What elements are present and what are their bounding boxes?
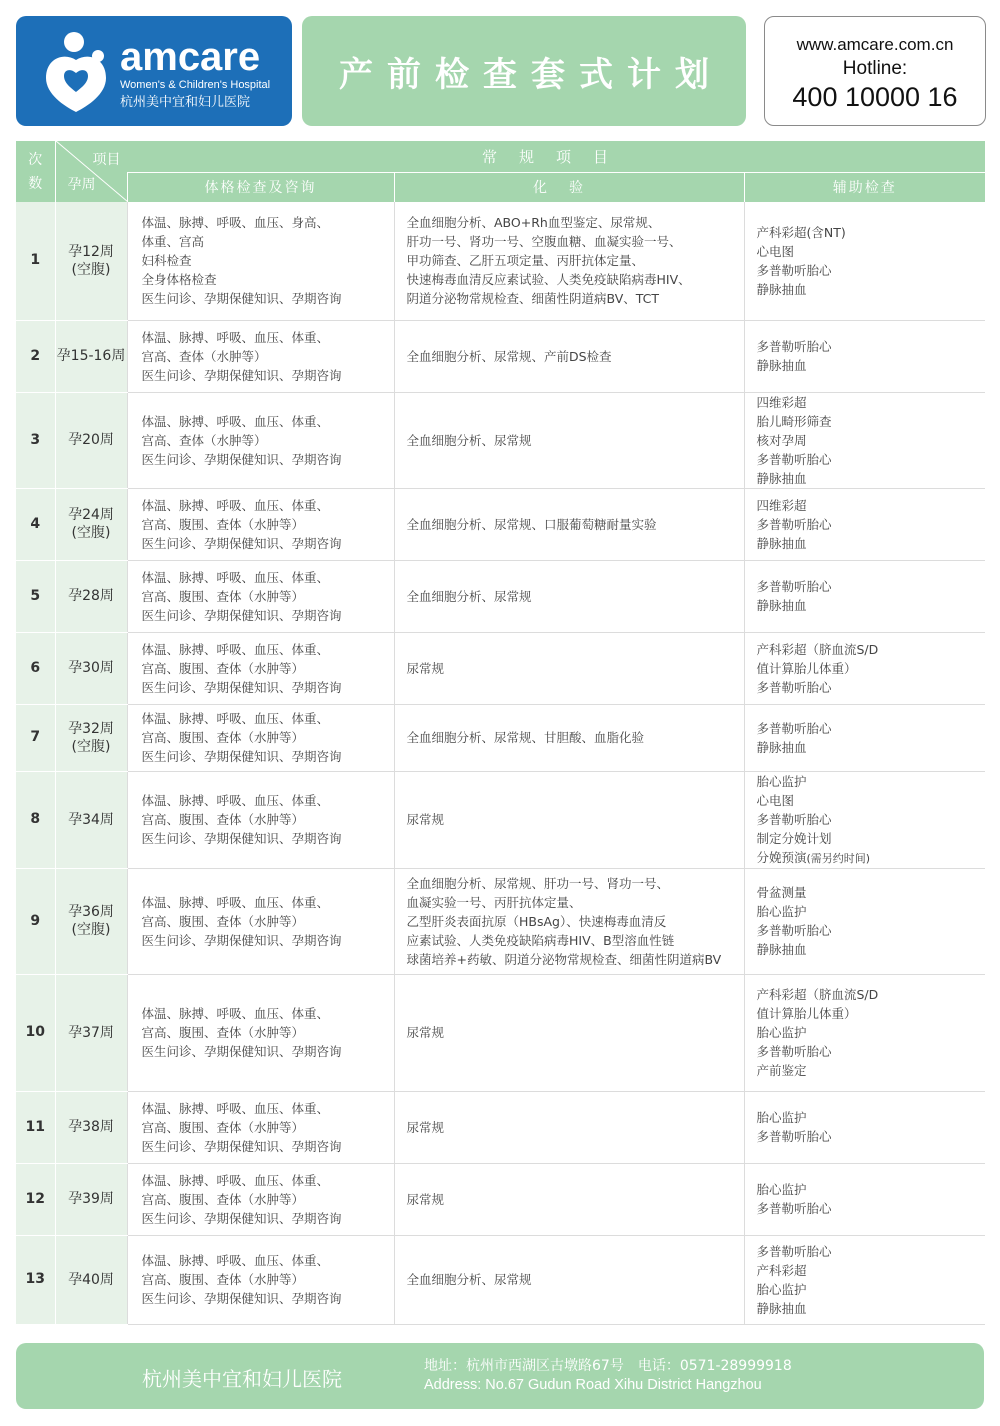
lab-test-cell [394,1235,744,1324]
physical-exam-cell [127,771,394,868]
gestation-week-line: (空腹) [71,922,111,938]
auxiliary-exam-cell [744,1163,985,1235]
title-banner [302,16,746,126]
week-header-label: 孕周 [67,177,96,193]
auxiliary-exam-line: 核对孕周 [756,432,807,448]
physical-exam-line: 体重、宫高 [141,234,205,250]
physical-exam-line: 妇科检查 [141,253,192,269]
visit-number: 1 [16,202,55,320]
auxiliary-exam-cell [744,488,985,560]
table-row [16,868,985,974]
auxiliary-exam-line: 静脉抽血 [756,281,807,297]
auxiliary-exam-cell [744,560,985,632]
lab-test-line: 全血细胞分析、尿常规、口服葡萄糖耐量实验 [406,516,657,532]
auxiliary-exam-line: 多普勒听胎心 [756,923,832,938]
auxiliary-exam-line: 多普勒听胎心 [756,262,832,278]
physical-exam-line: 医生问诊、孕期保健知识、孕期咨询 [141,1138,342,1154]
physical-exam-line: 体温、脉搏、呼吸、血压、体重、 [141,1100,330,1116]
lab-test-line: 全血细胞分析、尿常规、甘胆酸、血脂化验 [406,730,645,745]
auxiliary-exam-cell [744,202,985,320]
lab-test-cell [394,320,744,392]
gestation-week-line: 孕24周 [68,507,114,523]
gestation-week-line: 孕32周 [68,720,114,737]
lab-test-cell [394,868,744,974]
lab-test-cell [394,560,744,632]
physical-exam-line: 医生问诊、孕期保健知识、孕期咨询 [141,932,342,948]
physical-exam-line: 宫高、腹围、查体（水肿等） [141,1191,305,1207]
routine-items-header: 常规项目 [127,141,985,172]
physical-exam-line: 体温、脉搏、呼吸、血压、体重、 [141,329,330,345]
auxiliary-exam-line: 静脉抽血 [756,598,807,613]
physical-exam-line: 体温、脉搏、呼吸、血压、体重、 [141,413,330,429]
physical-exam-line: 医生问诊、孕期保健知识、孕期咨询 [141,291,342,307]
physical-exam-cell [127,974,394,1091]
lab-test-header: 化验 [394,172,744,202]
auxiliary-exam-line: 多普勒听胎心 [756,339,832,354]
auxiliary-exam-line: 多普勒听胎心 [756,579,832,594]
physical-exam-cell [127,560,394,632]
table-row [16,560,985,632]
gestation-week [55,560,127,632]
visit-number: 13 [16,1235,55,1324]
auxiliary-exam-line: 胎心监护 [756,773,807,789]
physical-exam-line: 宫高、腹围、查体（水肿等） [141,1025,305,1040]
table-row [16,704,985,771]
physical-exam-cell [127,1163,394,1235]
physical-exam-line: 医生问诊、孕期保健知识、孕期咨询 [141,1210,342,1226]
physical-exam-cell [127,1091,394,1163]
table-body [16,202,985,1324]
auxiliary-exam-cell [744,1235,985,1324]
lab-test-line: 全血细胞分析、ABO+Rh血型鉴定、尿常规、 [406,215,661,231]
gestation-week [55,392,127,488]
lab-test-line: 球菌培养+药敏、阴道分泌物常规检查、细菌性阴道病BV [406,951,722,967]
physical-exam-line: 体温、脉搏、呼吸、血压、体重、 [141,1006,330,1021]
mother-child-heart-icon [34,30,118,114]
visit-number: 9 [16,868,55,974]
physical-exam-cell [127,392,394,488]
physical-exam-line: 医生问诊、孕期保健知识、孕期咨询 [141,831,342,846]
gestation-week-line: 孕28周 [68,588,114,604]
lab-test-line: 肝功一号、肾功一号、空腹血糖、血凝实验一号、 [406,234,682,250]
visit-number: 5 [16,560,55,632]
physical-exam-line: 体温、脉搏、呼吸、血压、体重、 [141,793,330,808]
auxiliary-exam-line: 静脉抽血 [756,535,807,551]
lab-test-cell [394,704,744,771]
hospital-logo-block [16,16,292,126]
gestation-week [55,868,127,974]
lab-test-line: 全血细胞分析、尿常规 [406,432,532,448]
gestation-week-line: 孕20周 [68,432,114,448]
auxiliary-exam-line: 多普勒听胎心 [756,451,832,467]
visit-number: 10 [16,974,55,1091]
auxiliary-exam-note: (需另约时间) [806,851,871,865]
table-row [16,202,985,320]
auxiliary-exam-header: 辅助检查 [744,172,985,202]
gestation-week-line: 孕34周 [68,811,114,828]
physical-exam-cell [127,488,394,560]
lab-test-cell [394,632,744,704]
auxiliary-exam-line: 产科彩超（脐血流S/D [756,987,879,1002]
table-row [16,320,985,392]
hotline-number: 400 10000 16 [792,82,958,112]
table-row [16,1091,985,1163]
visit-number: 11 [16,1091,55,1163]
gestation-week [55,704,127,771]
auxiliary-exam-line: 心电图 [756,243,795,259]
auxiliary-exam-line: 制定分娩计划 [756,830,832,846]
gestation-week [55,1163,127,1235]
auxiliary-exam-line: 多普勒听胎心 [756,720,832,736]
visit-number: 7 [16,704,55,771]
lab-test-line: 全血细胞分析、尿常规、产前DS检查 [406,348,612,364]
gestation-week [55,1235,127,1324]
auxiliary-exam-cell [744,868,985,974]
physical-exam-line: 体温、脉搏、呼吸、血压、体重、 [141,641,330,657]
table-row [16,1235,985,1324]
auxiliary-exam-line: 产科彩超 [756,1262,807,1278]
physical-exam-cell [127,202,394,320]
lab-test-line: 血凝实验一号、丙肝抗体定量、 [406,894,582,910]
visit-number: 6 [16,632,55,704]
auxiliary-exam-line: 静脉抽血 [756,739,807,755]
item-week-header [55,141,127,202]
physical-exam-cell [127,632,394,704]
gestation-week [55,202,127,320]
gestation-week-line: 孕15-16周 [56,348,126,364]
auxiliary-exam-cell [744,704,985,771]
physical-exam-line: 体温、脉搏、呼吸、血压、体重、 [141,1172,330,1188]
physical-exam-line: 宫高、查体（水肿等） [141,432,267,448]
table-row [16,771,985,868]
auxiliary-exam-line: 产科彩超（脐血流S/D [756,641,879,657]
physical-exam-line: 宫高、腹围、查体（水肿等） [141,660,305,676]
lab-test-cell [394,202,744,320]
brand-text [120,36,270,112]
visit-number: 2 [16,320,55,392]
gestation-week-line: (空腹) [71,261,111,278]
visit-number: 4 [16,488,55,560]
table-row [16,974,985,1091]
lab-test-cell [394,392,744,488]
visit-number: 3 [16,392,55,488]
gestation-week [55,632,127,704]
lab-test-line: 乙型肝炎表面抗原（HBsAg）、快速梅毒血清反 [406,913,667,929]
hotline-label: Hotline: [842,58,908,79]
visit-number-header [16,141,55,202]
gestation-week-line: 孕12周 [68,243,114,260]
gestation-week [55,1091,127,1163]
item-header-label: 项目 [92,152,121,168]
auxiliary-exam-line: 值计算胎儿体重） [756,1006,857,1021]
lab-test-line: 尿常规 [406,1025,445,1040]
footer-bar [16,1343,984,1409]
lab-test-line: 尿常规 [406,1119,445,1135]
auxiliary-exam-line: 胎心监护 [756,904,807,919]
physical-exam-line: 宫高、腹围、查体（水肿等） [141,913,305,929]
physical-exam-line: 体温、脉搏、呼吸、血压、体重、 [141,1253,330,1268]
gestation-week-line: 孕39周 [68,1191,114,1207]
physical-exam-line: 医生问诊、孕期保健知识、孕期咨询 [141,749,342,764]
auxiliary-exam-line: 多普勒听胎心 [756,516,832,532]
auxiliary-exam-line: 四维彩超 [756,394,807,410]
auxiliary-exam-cell [744,632,985,704]
auxiliary-exam-line: 多普勒听胎心 [756,1044,832,1059]
physical-exam-line: 医生问诊、孕期保健知识、孕期咨询 [141,535,342,551]
prenatal-plan-table [16,141,985,1325]
physical-exam-line: 全身体格检查 [141,272,217,288]
lab-test-cell [394,488,744,560]
physical-exam-line: 宫高、腹围、查体（水肿等） [141,1272,305,1287]
auxiliary-exam-line: 多普勒听胎心 [756,1129,832,1144]
auxiliary-exam-line: 胎心监护 [756,1110,807,1125]
gestation-week [55,320,127,392]
physical-exam-header: 体格检查及咨询 [127,172,394,202]
auxiliary-exam-line: 多普勒听胎心 [756,1201,832,1216]
lab-test-line: 尿常规 [406,812,445,827]
table-row [16,1163,985,1235]
auxiliary-exam-line: 静脉抽血 [756,358,807,373]
auxiliary-exam-line: 四维彩超 [756,497,807,513]
auxiliary-exam-line: 产科彩超(含NT) [756,224,846,240]
physical-exam-line: 宫高、腹围、查体（水肿等） [141,1119,305,1135]
auxiliary-exam-line: 胎心监护 [756,1025,807,1040]
table-row [16,632,985,704]
physical-exam-cell [127,704,394,771]
lab-test-line: 快速梅毒血清反应素试验、人类免疫缺陷病毒HIV、 [406,272,691,288]
physical-exam-line: 宫高、腹围、查体（水肿等） [141,730,305,745]
table-row [16,488,985,560]
visit-number-header-line-1: 次 [28,151,43,168]
auxiliary-exam-line: 多普勒听胎心 [756,1243,832,1259]
auxiliary-exam-line: 心电图 [756,792,795,808]
visit-number: 8 [16,771,55,868]
gestation-week-line: 孕36周 [68,904,114,920]
lab-test-line: 阴道分泌物常规检查、细菌性阴道病BV、TCT [406,291,660,307]
footer-address-cn: 地址：杭州市西湖区古墩路67号 电话：0571-28999918 [424,1358,792,1374]
auxiliary-exam-line: 多普勒听胎心 [756,811,832,827]
lab-test-cell [394,1163,744,1235]
physical-exam-line: 体温、脉搏、呼吸、血压、身高、 [141,215,330,231]
auxiliary-exam-line: 产前鉴定 [756,1063,807,1078]
physical-exam-line: 体温、脉搏、呼吸、血压、体重、 [141,569,330,585]
physical-exam-line: 宫高、腹围、查体（水肿等） [141,588,305,604]
lab-test-line: 尿常规 [406,660,445,676]
physical-exam-line: 体温、脉搏、呼吸、血压、体重、 [141,711,330,726]
auxiliary-exam-cell [744,771,985,868]
gestation-week [55,488,127,560]
auxiliary-exam-line: 静脉抽血 [756,470,807,486]
gestation-week [55,974,127,1091]
visit-number-header-line-2: 数 [28,175,43,192]
gestation-week-line: (空腹) [71,738,111,755]
lab-test-cell [394,771,744,868]
physical-exam-line: 宫高、查体（水肿等） [141,348,267,364]
physical-exam-line: 体温、脉搏、呼吸、血压、体重、 [141,894,330,910]
lab-test-line: 全血细胞分析、尿常规 [406,588,532,604]
auxiliary-exam-line: 多普勒听胎心 [756,679,832,695]
auxiliary-exam-line: 胎儿畸形筛查 [756,413,832,429]
gestation-week [55,771,127,868]
lab-test-line: 甲功筛查、乙肝五项定量、丙肝抗体定量、 [406,253,645,269]
auxiliary-exam-cell [744,392,985,488]
auxiliary-exam-cell [744,320,985,392]
lab-test-line: 全血细胞分析、尿常规、肝功一号、肾功一号、 [406,875,670,891]
auxiliary-exam-line: 分娩预演(需另约时间) [756,849,871,865]
brand-chinese-name: 杭州美中宜和妇儿医院 [120,95,251,110]
auxiliary-exam-line: 骨盆测量 [756,885,807,900]
brand-name: amcare [120,35,261,79]
physical-exam-cell [127,868,394,974]
lab-test-line: 全血细胞分析、尿常规 [406,1272,532,1287]
physical-exam-line: 体温、脉搏、呼吸、血压、体重、 [141,497,330,513]
auxiliary-exam-cell [744,1091,985,1163]
lab-test-cell [394,1091,744,1163]
auxiliary-exam-cell [744,974,985,1091]
auxiliary-exam-line: 静脉抽血 [756,942,807,957]
gestation-week-line: 孕37周 [68,1024,114,1041]
footer-address-en: Address: No.67 Gudun Road Xihu District Hangzhou [424,1377,762,1393]
physical-exam-line: 医生问诊、孕期保健知识、孕期咨询 [141,367,342,383]
brand-subtitle: Women's & Children's Hospital [120,79,271,91]
lab-test-line: 应素试验、人类免疫缺陷病毒HIV、B型溶血性链 [406,932,675,948]
physical-exam-line: 医生问诊、孕期保健知识、孕期咨询 [141,1044,342,1059]
footer-hospital-name: 杭州美中宜和妇儿医院 [142,1367,342,1391]
contact-box [764,16,986,126]
lab-test-cell [394,974,744,1091]
gestation-week-line: 孕30周 [68,660,114,676]
auxiliary-exam-line: 静脉抽血 [756,1300,807,1316]
visit-number: 12 [16,1163,55,1235]
physical-exam-line: 宫高、腹围、查体（水肿等） [141,812,305,827]
physical-exam-line: 医生问诊、孕期保健知识、孕期咨询 [141,607,342,623]
gestation-week-line: 孕38周 [68,1119,114,1135]
physical-exam-line: 宫高、腹围、查体（水肿等） [141,516,305,532]
physical-exam-line: 医生问诊、孕期保健知识、孕期咨询 [141,679,342,695]
physical-exam-cell [127,320,394,392]
auxiliary-exam-line: 值计算胎儿体重） [756,660,857,676]
table-row [16,392,985,488]
auxiliary-exam-line: 胎心监护 [756,1182,807,1197]
page-title: 产前检查套式计划 [339,54,723,95]
physical-exam-line: 医生问诊、孕期保健知识、孕期咨询 [141,1291,342,1306]
website-link[interactable]: www.amcare.com.cn [796,35,954,54]
auxiliary-exam-line: 胎心监护 [756,1281,807,1297]
gestation-week-line: 孕40周 [68,1271,114,1288]
physical-exam-line: 医生问诊、孕期保健知识、孕期咨询 [141,451,342,467]
gestation-week-line: (空腹) [71,525,111,541]
lab-test-line: 尿常规 [406,1191,445,1207]
physical-exam-cell [127,1235,394,1324]
